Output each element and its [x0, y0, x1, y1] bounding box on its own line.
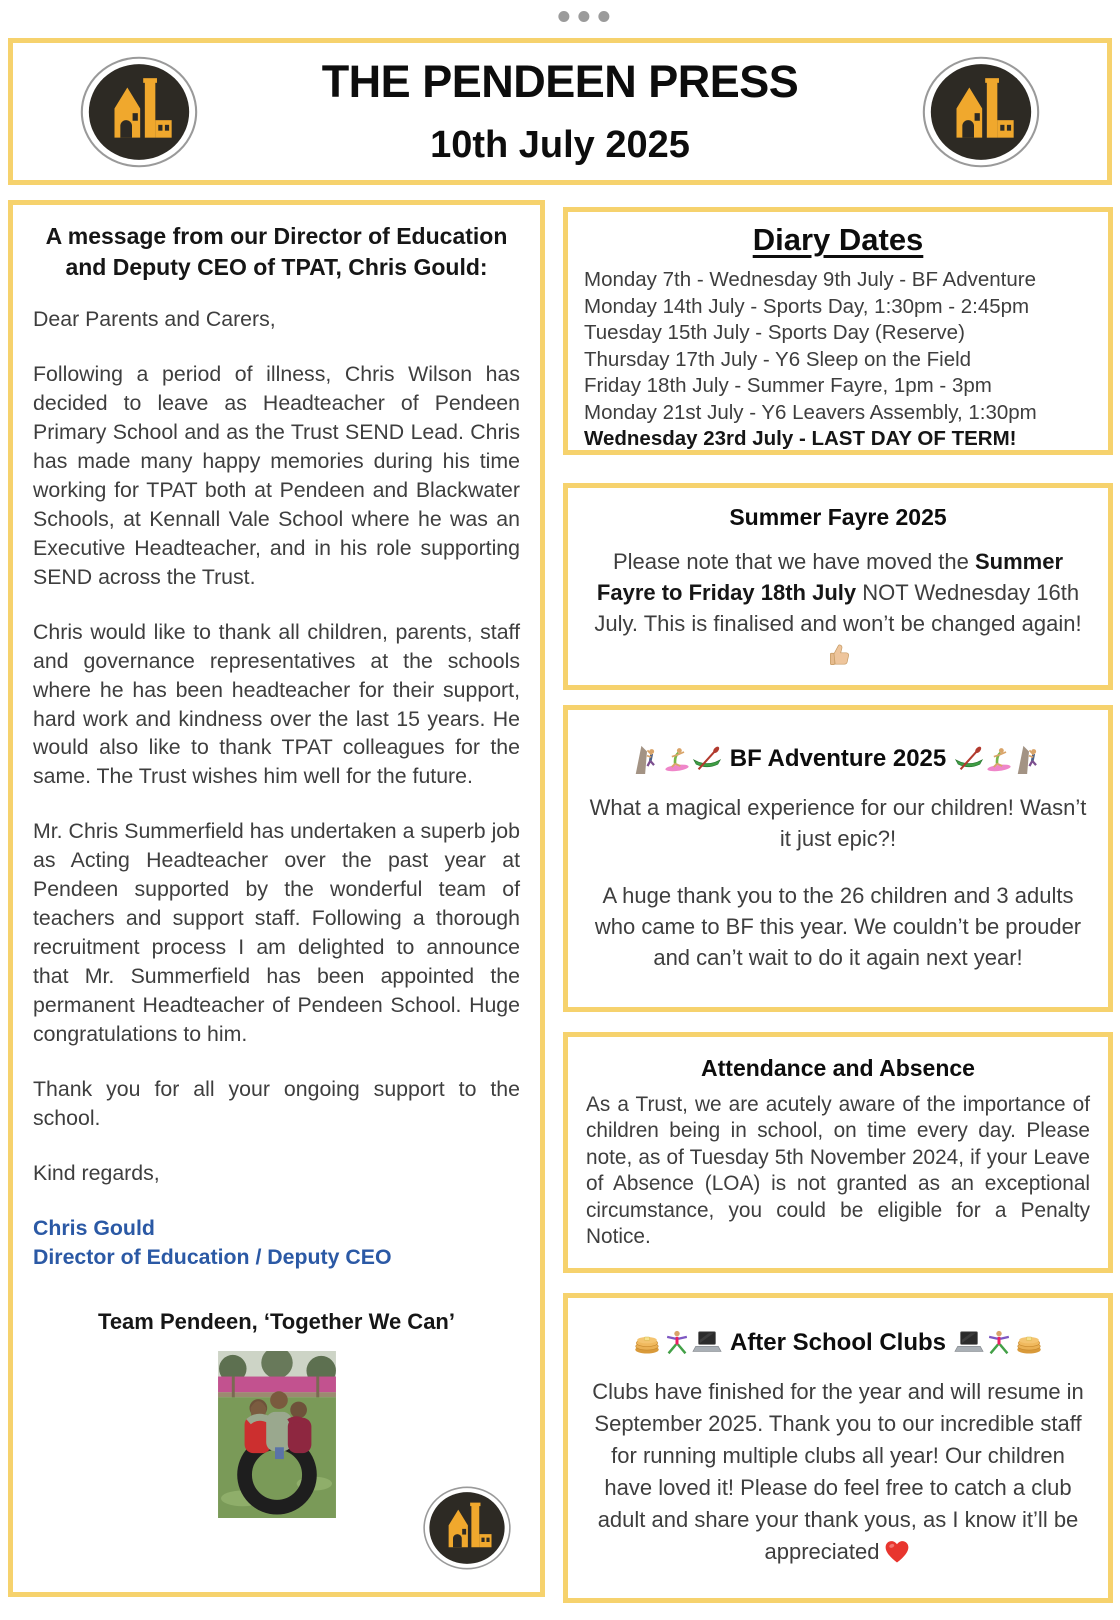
diary-dates-title: Diary Dates [752, 222, 924, 257]
window-dot [578, 11, 589, 22]
children-on-tyre-photo [218, 1351, 336, 1518]
thumbs-up-icon [826, 641, 854, 669]
attendance-section [563, 1032, 1113, 1273]
diary-date-item: Monday 14th July - Sports Day, 1:30pm - 2:45pm [584, 294, 1030, 318]
message-paragraph: Thank you for all your ongoing support to the school. [33, 1077, 520, 1130]
bf-adventure-title: BF Adventure 2025 [729, 745, 947, 772]
team-motto: Team Pendeen, ‘Together We Can’ [98, 1309, 455, 1335]
window-dots [558, 11, 609, 22]
diary-date-item: Monday 7th - Wednesday 9th July - BF Adventure [584, 268, 1037, 291]
after-school-clubs-section [563, 1293, 1113, 1603]
message-closing: Kind regards, [33, 1160, 160, 1185]
signature-name: Chris Gould [33, 1215, 155, 1240]
canoe-icon [692, 744, 722, 774]
message-paragraph: Chris would like to thank all children, parents, staff and governance representatives at the schools where he has been headteacher for their support, hard work and kindness over the last 15 years. He would also like to thank TPAT colleagues for the same. The Trust wishes him well for the future. [33, 619, 520, 789]
cartwheel-icon [984, 1328, 1014, 1358]
diary-date-item: Tuesday 15th July - Sports Day (Reserve) [584, 321, 965, 344]
newsletter-date: 10th July 2025 [430, 124, 690, 166]
bf-adventure-section [563, 705, 1113, 1012]
summer-fayre-section [563, 483, 1113, 690]
bf-adventure-heading [588, 744, 1088, 774]
salutation: Dear Parents and Carers, [33, 307, 276, 332]
window-dot [598, 11, 609, 22]
climbing-icon [1014, 744, 1044, 774]
bf-adventure-paragraph: A huge thank you to the 26 children and 3 adults who came to BF this year. We couldn’t be prouder and can’t wait to do it again next year! [594, 883, 1082, 970]
header-titles [199, 56, 921, 167]
summer-fayre-bold-date: Summer Fayre to Friday 18th July [596, 548, 1064, 605]
message-paragraph: Following a period of illness, Chris Wilson has decided to leave as Headteacher of Pendeen Primary School and as the Trust SEND Lead. Chris has made many happy memories during his time working for TPAT both at Pendeen and Blackwater Schools, at Kennall Vale School where he was an Executive Headteacher, and in his role supporting SEND across the Trust. [33, 362, 520, 589]
surfing-icon [984, 744, 1014, 774]
clubs-text: Clubs have finished for the year and will resume in September 2025. Thank you to our incredible staff for running multiple clubs all year! Our children have loved it! Please do feel free to catch a club adult and share your thank yous, as I know it’ll be appreciated [592, 1379, 1084, 1564]
pancakes-icon [1014, 1328, 1044, 1358]
diary-date-item-last-day: Wednesday 23rd July - LAST DAY OF TERM! [584, 427, 1017, 450]
attendance-body: As a Trust, we are acutely aware of the importance of children being in school, on time every day. Please note, as of Tuesday 5th November 2024, if your Leave of Absence (LOA) is not granted as an exceptional circumstance, you could be eligible for a Penalty Notice. [586, 1092, 1090, 1248]
signature-title: Director of Education / Deputy CEO [33, 1244, 392, 1269]
cartwheel-icon [662, 1328, 692, 1358]
summer-fayre-heading: Summer Fayre 2025 [729, 503, 947, 530]
newsletter-title: THE PENDEEN PRESS [321, 56, 799, 107]
surfing-icon [662, 744, 692, 774]
summer-fayre-body [592, 546, 1084, 670]
clubs-title: After School Clubs [729, 1329, 946, 1356]
diary-date-item: Monday 21st July - Y6 Leavers Assembly, 1:30pm [584, 400, 1037, 424]
message-paragraph: Mr. Chris Summerfield has undertaken a superb job as Acting Headteacher over the past year at Pendeen supported by the wonderful team of teachers and support staff. Following a thorough recruitment process I am delighted to announce that Mr. Summerfield has been appointed the permanent Headteacher of Pendeen School. Huge congratulations to him. [33, 819, 520, 1047]
window-dot [558, 11, 569, 22]
climbing-icon [632, 744, 662, 774]
red-heart-icon [883, 1538, 911, 1566]
bf-adventure-paragraph: What a magical experience for our children! Wasn’t it just epic?! [589, 795, 1087, 851]
attendance-heading: Attendance and Absence [701, 1054, 975, 1081]
summer-fayre-text: NOT Wednesday 16th July. This is finalised and won’t be changed again! [594, 579, 1082, 636]
laptop-icon [954, 1328, 984, 1358]
summer-fayre-text: Please note that we have moved the [612, 548, 975, 574]
pancakes-icon [632, 1328, 662, 1358]
diary-date-item: Thursday 17th July - Y6 Sleep on the Field [584, 347, 972, 371]
laptop-icon [692, 1328, 722, 1358]
diary-date-item: Friday 18th July - Summer Fayre, 1pm - 3pm [584, 374, 992, 397]
message-heading: A message from our Director of Education and Deputy CEO of TPAT, Chris Gould: [45, 223, 508, 281]
newsletter-header [8, 38, 1112, 185]
clubs-heading [586, 1328, 1090, 1358]
diary-dates-section [563, 207, 1113, 455]
clubs-body [586, 1376, 1090, 1568]
pendeen-school-logo [79, 56, 199, 168]
canoe-icon [954, 744, 984, 774]
director-message-section [8, 200, 545, 1597]
pendeen-school-logo [422, 1486, 512, 1570]
pendeen-school-logo [921, 56, 1041, 168]
